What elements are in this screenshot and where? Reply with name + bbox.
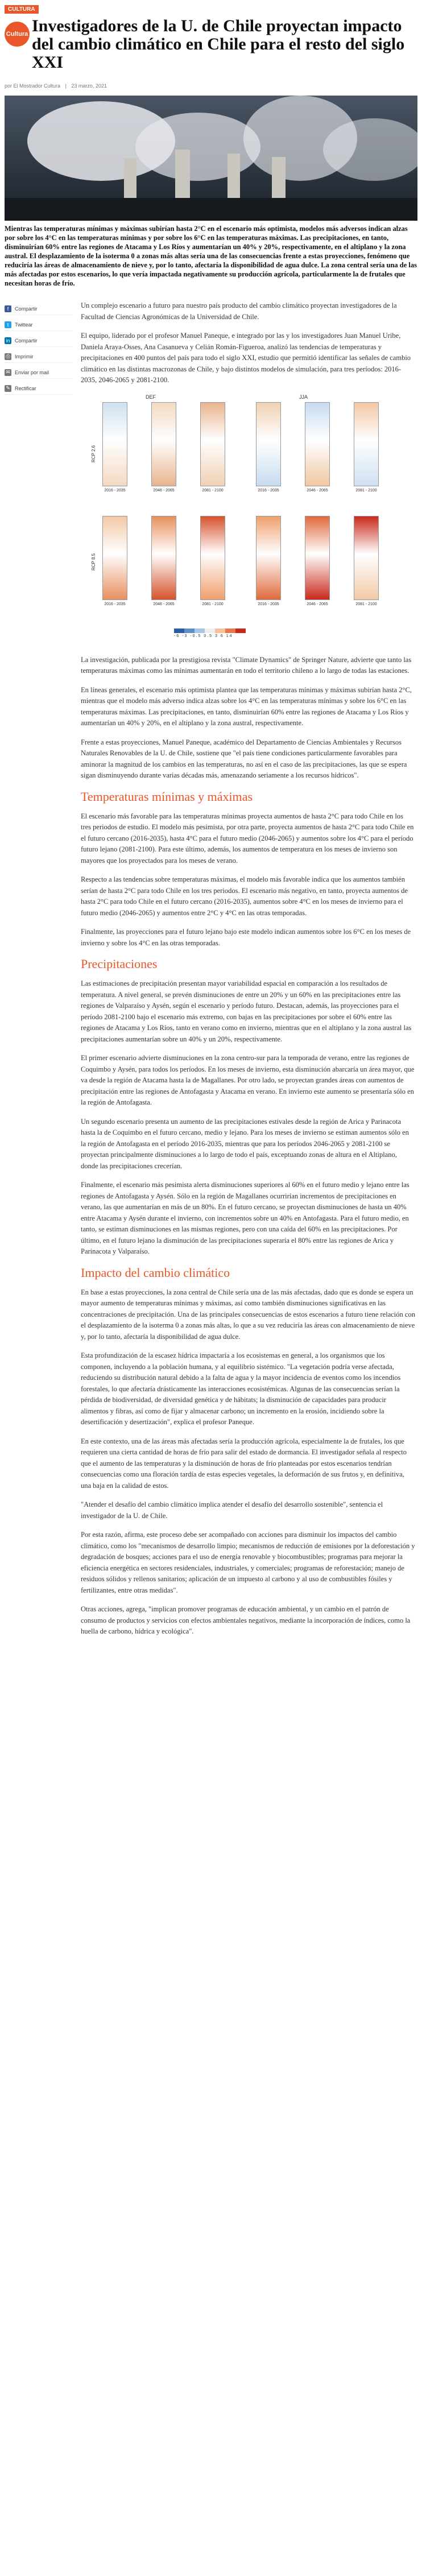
share-facebook-button[interactable] bbox=[5, 303, 73, 315]
climate-map-panel bbox=[354, 516, 379, 600]
article-sections bbox=[81, 789, 415, 1638]
intro-paragraph: El equipo, liderado por el profesor Manuel Paneque, e integrado por las y los investigadores Juan Manuel Uribe, Daniela Araya-Osses, Ana Casanueva y Celián Román-Figueroa, analizó las tendencias de temperaturas y precipitaciones en 400 puntos del país para todo el siglo XXI, estudio que permitió identificar las señales de cambio climático en las distintas macrozonas de Chile, y bajo distintos modelos de simulación, para tres períodos: 2016-2035, 2046-2065 y 2081-2100. bbox=[81, 332, 411, 384]
map-period-label: 2016 - 2035 bbox=[258, 488, 279, 493]
share-label: Rectificar bbox=[15, 385, 36, 391]
climate-map-panel bbox=[256, 402, 281, 486]
section-badge[interactable]: Cultura bbox=[5, 22, 30, 47]
byline-author[interactable]: por El Mostrador Cultura bbox=[5, 83, 61, 89]
map-period-label: 2046 - 2065 bbox=[307, 488, 328, 493]
legend-swatch bbox=[184, 629, 195, 633]
article-body bbox=[73, 300, 417, 1645]
section-paragraph: El primer escenario advierte disminuciones en la zona centro-sur para la temporada de verano, entre las regiones de Coquimbo y Aysén, para todos los períodos. En los meses de invierno, esta disminución abarcaría un área mayor, que va desde la región de Atacama hasta la de Magallanes. Por otro lado, se proyectan grandes áreas con aumentos de precipitación entre las regiones de Antofagasta y Atacama en verano. En invierno este aumento se presentaría sólo en la región de Antofagasta. bbox=[81, 1054, 415, 1106]
map-period-label: 2081 - 2100 bbox=[355, 488, 377, 493]
edit-icon: ✎ bbox=[5, 385, 11, 392]
share-edit-button[interactable] bbox=[5, 382, 73, 395]
article-header bbox=[5, 17, 417, 72]
article-content bbox=[5, 300, 417, 1645]
section-paragraph: Respecto a las tendencias sobre temperaturas máximas, el modelo más favorable indica que los aumentos también serían de hasta 2°C para todo Chile en los tres periodos. El escenario más negativo, en tanto, proyecta aumentos de hasta 2°C para todo Chile en el futuro cercano (2016-2035), aumentos sobre 4°C en los meses de invierno para el futuro medio (2046-2065) y aumentos entre 2°C y 4°C en las otras temporadas. bbox=[81, 875, 408, 917]
map-period-label: 2016 - 2035 bbox=[104, 488, 126, 493]
share-label: Compartir bbox=[15, 337, 38, 344]
article-title: Investigadores de la U. de Chile proyectan impacto del cambio climático en Chile para el resto del siglo XXI bbox=[32, 16, 405, 72]
climate-map-panel bbox=[200, 516, 225, 600]
map-period-label: 2081 - 2100 bbox=[202, 602, 224, 606]
linkedin-icon: in bbox=[5, 337, 11, 344]
section-heading: Temperaturas mínimas y máximas bbox=[81, 789, 253, 804]
climate-map-panel bbox=[102, 402, 127, 486]
map-period-label: 2046 - 2065 bbox=[153, 602, 175, 606]
share-sidebar bbox=[5, 300, 73, 1645]
climate-map-panel bbox=[354, 402, 379, 486]
print-icon: ⎙ bbox=[5, 353, 11, 360]
body-paragraph: En líneas generales, el escenario más optimista plantea que las temperaturas mínimas y máximas subirían hasta 2°C, mientras que el modelo más adverso indica alzas sobre los 4°C en las temperaturas mínimas y sobre los 6°C en las temperaturas máximas. Las precipitaciones, en tanto, disminuirían 60% entre las regiones de Atacama y Los Ríos y aumentarían un 40% y 20%, en el altiplano y la zona austral, respectivamente. bbox=[81, 685, 412, 727]
figure-legend bbox=[174, 629, 246, 633]
figure-row-label: RCP 8.5 bbox=[91, 553, 96, 570]
twitter-icon: t bbox=[5, 321, 11, 328]
map-period-label: 2016 - 2035 bbox=[104, 602, 126, 606]
hero-image bbox=[5, 96, 417, 221]
section-heading: Precipitaciones bbox=[81, 957, 158, 971]
body-paragraph: Frente a estas proyecciones, Manuel Paneque, académico del Departamento de Ciencias Ambientales y Recursos Naturales Renovables de la U. de Chile, sostiene que "el país tiene condiciones particularmente favorables para aminorar la magnitud de los cambios en las temperaturas, no así en el caso de las precipitaciones, las que se espera sigan disminuyendo durante varias décadas más, amenazando seriamente a los recursos hídricos". bbox=[81, 738, 407, 779]
section-paragraph: Finalmente, el escenario más pesimista alerta disminuciones superiores al 60% en el futuro medio y lejano entre las regiones de Antofagasta y Aysén. Sólo en la región de Magallanes ocurrirían incrementos de precipitaciones en verano, las que aumentarían en más de un 80%. En el futuro cercano, se proyectan disminuciones de hasta un 40% entre Atacama y Aysén durante el invierno, con incrementos sobre un 40% en Antofagasta. Para el futuro medio, en tanto, se estiman disminuciones en las mismas regiones, pero con una caída del 60% en las precipitaciones. Por último, en el futuro lejano la disminución de las precipitaciones superaría el 80% entre las regiones de Arica y Parinacota y Valparaíso. bbox=[81, 1181, 409, 1255]
figure-column-label: JJA bbox=[299, 394, 308, 400]
map-period-label: 2046 - 2065 bbox=[153, 488, 175, 493]
category-bar bbox=[5, 0, 417, 14]
climate-map-panel bbox=[200, 402, 225, 486]
map-period-label: 2016 - 2035 bbox=[258, 602, 279, 606]
share-print-button[interactable] bbox=[5, 350, 73, 363]
category-tag[interactable]: CULTURA bbox=[5, 5, 39, 14]
byline-date: 23 marzo, 2021 bbox=[71, 83, 107, 89]
image-caption: Mientras las temperaturas mínimas y máximas subirían hasta 2°C en el escenario más optimista, modelos más adversos indican alzas por sobre los 4°C en las temperaturas mínimas y por sobre los 6°C en las temperaturas máximas. Las precipitaciones, en tanto, disminuirían 60% entre las regiones de Atacama y Los Ríos y aumentarían un 40% y 20%, respectivamente, en el altiplano y la zona austral. El desplazamiento de la isoterma 0 a zonas más altas sería una de las consecuencias frente a estas proyecciones, fenómeno que reduciría las áreas de almacenamiento de nieve y, por lo tanto, afectaría la disponibilidad de agua dulce. La zona central sería una de las más afectadas por estos escenarios, lo que vería impactada negativamente su producción agrícola, particularmente la de frutales que necesitan horas de frío. bbox=[5, 225, 417, 287]
body-paragraph: La investigación, publicada por la prestigiosa revista "Climate Dynamics" de Springer Nature, advierte que tanto las temperaturas máximas como las mínimas aumentarán en todo el territorio chileno a lo largo de todas las estaciones. bbox=[81, 655, 412, 675]
section-paragraph: "Atender el desafío del cambio climático implica atender el desafío del desarrollo sostenible", sentencia el investigador de la U. de Chile. bbox=[81, 1500, 383, 1520]
section-paragraph: Esta profundización de la escasez hídrica impactaría a los ecosistemas en general, a los organismos que los componen, incluyendo a la población humana, y al equilibrio sistémico. "La vegetación podría verse afectada, reduciendo su distribución natural debido a la falta de agua y la mayor incidencia de eventos como los incendios forestales, lo que afectaría drásticamente las interacciones ecosistémicas. Algunas de las consecuencias serían la pérdida de biodiversidad, de diversidad genética y de hábitats; la disminución de capacidades para producir alimentos y fibras, así como de fijar y almacenar carbono; un incremento en la erosión, incidiendo sobre la desertificación y desertización", explica el profesor Paneque. bbox=[81, 1351, 401, 1426]
climate-map-panel bbox=[305, 516, 330, 600]
section-paragraph: En este contexto, una de las áreas más afectadas sería la producción agrícola, especialmente la de frutales, los que requieren una cierta cantidad de horas de frío para salir del estado de dormancia. El investigador señala al respecto que el aumento de las temperaturas y la disminución de horas de frío planteadas por estos escenarios tendrían consecuencias como una floración tardía de estas especies vegetales, la deformación de sus frutos y, en definitiva, una baja en la calidad de estos. bbox=[81, 1437, 407, 1490]
climate-map-panel bbox=[151, 516, 176, 600]
share-mail-button[interactable] bbox=[5, 366, 73, 379]
map-period-label: 2046 - 2065 bbox=[307, 602, 328, 606]
section-paragraph: Finalmente, las proyecciones para el futuro lejano bajo este modelo indican aumentos sobre los 6°C en los meses de invierno y sobre los 4°C en las otras temporadas. bbox=[81, 928, 411, 947]
share-label: Enviar por mail bbox=[15, 369, 49, 375]
legend-swatch bbox=[215, 629, 225, 633]
section-paragraph: Las estimaciones de precipitación presentan mayor variabilidad espacial en comparación a los resultados de temperatura. A nivel general, se prevén disminuciones de entre un 20% y un 60% en las precipitaciones entre las regiones de Valparaíso y Aysén, según el escenario y período futuro. Destacan, además, las proyecciones para el período 2081-2100 bajo el escenario más extremo, con bajas en las precipitaciones por sobre el 60% entre las regiones de Atacama y Los Ríos, tanto en verano como en invierno, mientras que en el altiplano y la zona austral las precipitaciones aumentarían sobre un 40% y un 20%, respectivamente. bbox=[81, 979, 412, 1043]
facebook-icon: f bbox=[5, 305, 11, 312]
map-period-label: 2081 - 2100 bbox=[202, 488, 224, 493]
share-linkedin-button[interactable] bbox=[5, 334, 73, 347]
intro-paragraph: Un complejo escenario a futuro para nuestro país producto del cambio climático proyectan investigadores de la Facultad de Ciencias Agronómicas de la Universidad de Chile. bbox=[81, 301, 397, 321]
section-paragraph: El escenario más favorable para las temperaturas mínimas proyecta aumentos de hasta 2°C para todo Chile en los tres periodos de estudio. El modelo más pesimista, por otra parte, proyecta aumentos de hasta 2°C para todo Chile en el futuro cercano (2016-2035), hasta 4°C para el futuro medio (2046-2065) y aumentos sobre los 4°C para el período futuro lejano (2081-2100). Para este último, además, los aumentos de temperatura en los meses de invierno son mayores que los proyectados para los meses de verano. bbox=[81, 812, 414, 865]
section-heading: Impacto del cambio climático bbox=[81, 1265, 230, 1280]
climate-map-panel bbox=[151, 402, 176, 486]
mail-icon: ✉ bbox=[5, 369, 11, 376]
legend-swatch bbox=[195, 629, 205, 633]
climate-maps-figure bbox=[89, 394, 407, 644]
legend-swatch bbox=[235, 629, 246, 633]
climate-map-panel bbox=[256, 516, 281, 600]
share-label: Twittear bbox=[15, 321, 33, 328]
byline-sep: | bbox=[65, 83, 67, 89]
section-paragraph: Otras acciones, agrega, "implican promover programas de educación ambiental, y un cambio en el patrón de consumo de productos y servicios con efectos ambientales negativos, mediante la incorporación de índices, como la huella de carbono, hídrica y ecológica". bbox=[81, 1605, 411, 1635]
climate-map-panel bbox=[305, 402, 330, 486]
section-paragraph: En base a estas proyecciones, la zona central de Chile sería una de las más afectadas, dado que es donde se espera un mayor aumento de temperaturas mínimas y máximas, así como también disminuciones significativas en las concentraciones de precipitación. Una de las principales consecuencias de estos escenarios a futuro tiene relación con el desplazamiento de la isoterma 0 a zonas más altas, lo que a su vez reduciría las áreas con almacenamiento de nieve y, por lo tanto, afectaría la disponibilidad de agua dulce. bbox=[81, 1288, 415, 1341]
section-paragraph: Por esta razón, afirma, este proceso debe ser acompañado con acciones para disminuir los impactos del cambio climático, como los "mecanismos de desarrollo limpio; mecanismos de reducción de emisiones por la deforestación y degradación de bosques; acciones para el uso de energía renovable y biocombustibles; programas para mejorar la eficiencia energética en sectores residenciales, industriales, y comerciales; programas de reforestación; manejo de residuos sólidos y rellenos sanitarios; aplicación de un impuesto al carbono y al uso de combustibles fósiles y fertilizantes, entre otras medidas". bbox=[81, 1531, 415, 1594]
figure-row-label: RCP 2.6 bbox=[91, 445, 96, 462]
share-twitter-button[interactable] bbox=[5, 319, 73, 331]
share-label: Compartir bbox=[15, 305, 38, 312]
map-period-label: 2081 - 2100 bbox=[355, 602, 377, 606]
legend-ticks: -6 -3 -0.5 0.5 3 6 14 bbox=[174, 634, 233, 638]
section-paragraph: Un segundo escenario presenta un aumento de las precipitaciones estivales desde la región de Arica y Parinacota hasta la de Coquimbo en el futuro cercano, medio y lejano. Para los meses de invierno se estiman aumentos sólo en la región de Antofagasta en el período 2016-2035, mientras que para los períodos 2046-2065 y 2081-2100 se proyectan principalmente disminuciones a lo largo de todo el país, exceptuando zonas de altura en el Altiplano, donde las precipitaciones crecerían. bbox=[81, 1117, 409, 1170]
legend-swatch bbox=[225, 629, 235, 633]
legend-swatch bbox=[205, 629, 215, 633]
byline bbox=[5, 83, 417, 89]
figure-column-label: DEF bbox=[146, 394, 156, 400]
climate-map-panel bbox=[102, 516, 127, 600]
share-label: Imprimir bbox=[15, 353, 34, 359]
legend-swatch bbox=[174, 629, 184, 633]
